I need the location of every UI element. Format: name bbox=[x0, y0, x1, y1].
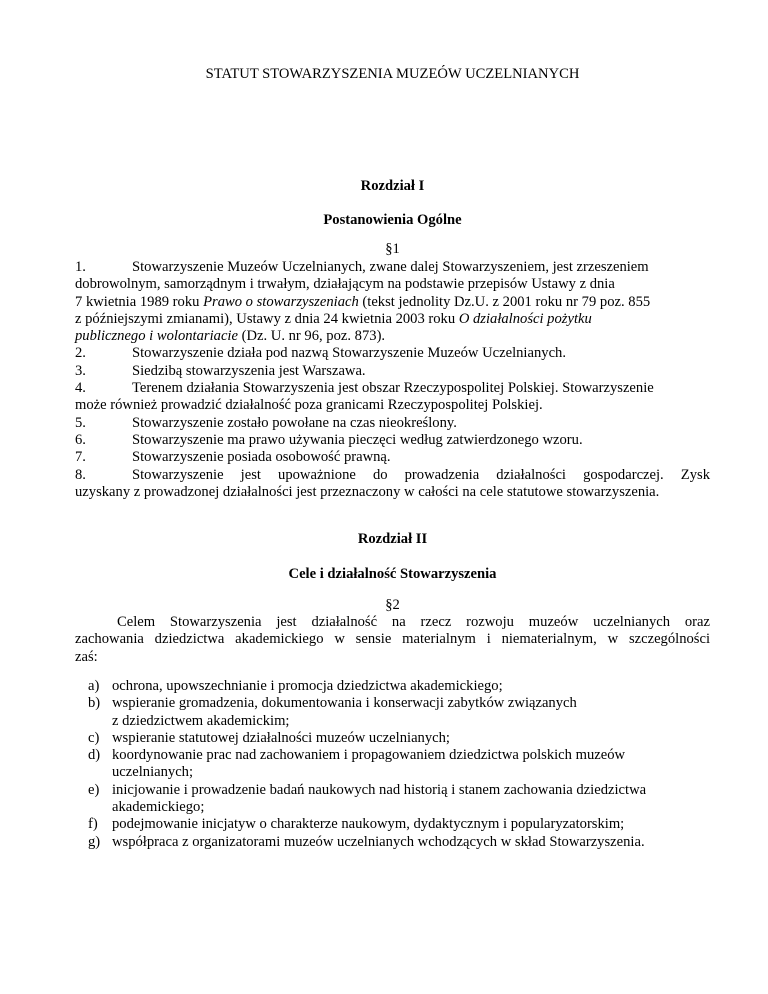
item-5: 5. Stowarzyszenie zostało powołane na czas nieokreślony. bbox=[75, 414, 457, 431]
item-1-line-3: 7 kwietnia 1989 roku Prawo o stowarzyszeniach (tekst jednolity Dz.U. z 2001 roku nr 79 poz. 855 bbox=[75, 293, 651, 310]
item-8-cont: uzyskany z prowadzonej działalności jest przeznaczony w całości na cele statutowe stowarzyszenia. bbox=[75, 483, 660, 500]
item-1-line-4: z późniejszymi zmianami), Ustawy z dnia 24 kwietnia 2003 roku O działalności pożytku bbox=[75, 310, 592, 327]
intro-line-3: zaś: bbox=[75, 648, 98, 665]
list-item: c) wspieranie statutowej działalności muzeów uczelnianych; bbox=[88, 729, 450, 746]
item-3: 3. Siedzibą stowarzyszenia jest Warszawa. bbox=[75, 362, 366, 379]
chapter-1-heading: Rozdział I bbox=[360, 178, 425, 194]
item-4: 4. Terenem działania Stowarzyszenia jest obszar Rzeczypospolitej Polskiej. Stowarzyszenie bbox=[75, 380, 654, 397]
item-1-line-5: publicznego i wolontariacie (Dz. U. nr 96, poz. 873). bbox=[75, 328, 386, 345]
item-2: 2. Stowarzyszenie działa pod nazwą Stowarzyszenie Muzeów Uczelnianych. bbox=[75, 345, 566, 362]
section-1-body bbox=[75, 259, 710, 501]
item-1: 1. Stowarzyszenie Muzeów Uczelnianych, zwane dalej Stowarzyszeniem, jest zrzeszeniem bbox=[75, 259, 649, 275]
section-2-mark: §2 bbox=[385, 597, 400, 613]
item-8: 8. Stowarzyszenie jest upoważnione do prowadzenia działalności gospodarczej. Zysk bbox=[75, 466, 710, 483]
list-item: d) koordynowanie prac nad zachowaniem i propagowaniem dziedzictwa polskich muzeów uczelnianych; bbox=[88, 747, 626, 781]
item-4-cont: może również prowadzić działalność poza granicami Rzeczypospolitej Polskiej. bbox=[75, 397, 543, 414]
document-title: STATUT STOWARZYSZENIA MUZEÓW UCZELNIANYCH bbox=[205, 66, 580, 82]
section-1-mark: §1 bbox=[385, 241, 400, 257]
item-1-line-2: dobrowolnym, samorządnym i trwałym, działającym na podstawie przepisów Ustawy z dnia bbox=[75, 276, 615, 293]
item-6: 6. Stowarzyszenie ma prawo używania pieczęci według zatwierdzonego wzoru. bbox=[75, 431, 583, 448]
chapter-2-heading: Rozdział II bbox=[357, 531, 428, 547]
intro-line-2: zachowania dziedzictwa akademickiego w sensie materialnym i niematerialnym, w szczególności bbox=[75, 631, 710, 648]
chapter-1-subheading: Postanowienia Ogólne bbox=[323, 212, 462, 228]
list-item: a) ochrona, upowszechnianie i promocja dziedzictwa akademickiego; bbox=[88, 678, 503, 694]
list-item: b) wspieranie gromadzenia, dokumentowania i konserwacji zabytków związanych z dziedzictwem akademickim; bbox=[88, 695, 577, 729]
list-item: e) inicjowanie i prowadzenie badań naukowych nad historią i stanem zachowania dziedzictwa akademickiego; bbox=[88, 781, 647, 816]
list-item: g) współpraca z organizatorami muzeów uczelnianych wchodzących w skład Stowarzyszenia. bbox=[88, 833, 645, 850]
intro-line-1: Celem Stowarzyszenia jest działalność na rzecz rozwoju muzeów uczelnianych oraz bbox=[117, 614, 710, 630]
chapter-2-subheading: Cele i działalność Stowarzyszenia bbox=[288, 566, 497, 582]
goals-list bbox=[88, 678, 710, 851]
list-item: f) podejmowanie inicjatyw o charakterze naukowym, dydaktycznym i popularyzatorskim; bbox=[88, 816, 625, 833]
section-2-intro bbox=[75, 614, 710, 666]
item-7: 7. Stowarzyszenie posiada osobowość prawną. bbox=[75, 449, 391, 466]
